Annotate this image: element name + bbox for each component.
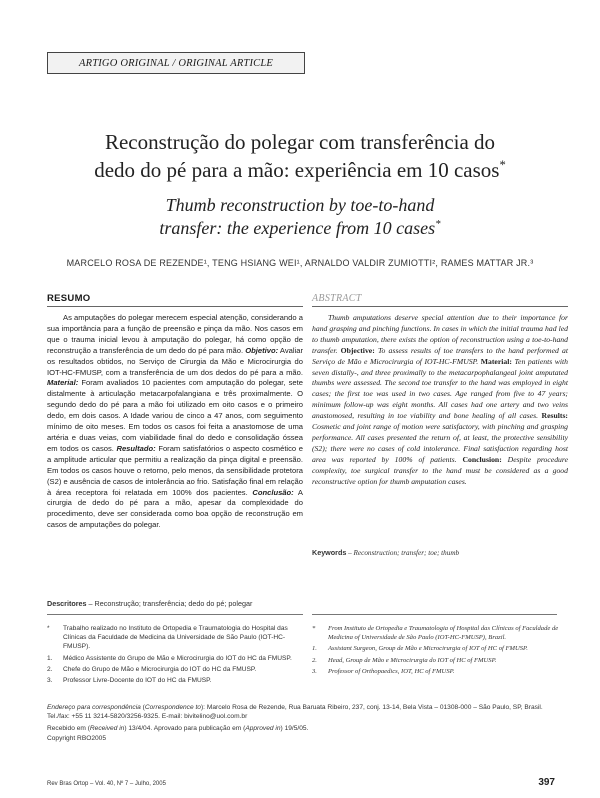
received-dates: Recebido em (Received in) 13/4/04. Aprovado para publicação em (Approved in) 19/5/05. — [47, 725, 309, 732]
author-list: MARCELO ROSA DE REZENDE¹, TENG HSIANG WEI¹, ARNALDO VALDIR ZUMIOTTI², RAMES MATTAR JR.³ — [66, 258, 534, 268]
title-en-line1: Thumb reconstruction by toe-to-hand — [165, 195, 435, 215]
title-english — [60, 194, 540, 240]
title-pt-line2: dedo do pé para a mão: experiência em 10 casos* — [94, 158, 506, 182]
title-portuguese — [60, 128, 540, 184]
journal-footer: Rev Bras Ortop – Vol. 40, Nº 7 – Julho, 2005 — [47, 781, 166, 787]
abstract-text: Thumb amputations deserve special attention due to their importance for hand grasping and pinching functions. In cases in which the initial trauma had led to thumb amputation, there exists the option of reconstruction using a toe-to-hand transfer. Objective: To assess results of toe transfers to the hand performed at Serviço de Mão e Microcirurgia of IOT-HC-FMUSP. Material: Ten patients with seven distally-, and three proximally to the metacarpophalangeal joint amputated thumbs were assessed. The second toe transfer to the hand was employed in eight cases; the first toe was used in two cases. Age ranged from five to 47 years; minimum follow-up was eight months. All cases had one artery and two veins anastomosed, resulting in toe viability and bone healing of all cases. Results: Cosmetic and joint range of motion were satisfactory, with pinching and grasping performance. All cases presented the return of, at least, the protective sensibility (S2); there were no cases of cold intolerance. Final satisfaction regarding host area was reported by 100% of patients. Conclusion: Despite procedure complexity, toe surgical transfer to the hand must be considered as a good reconstructive option for thumb amputation cases. — [312, 313, 569, 486]
correspondence: Endereço para correspondência (Correspondence to): Marcelo Rosa de Rezende, Rua Baruata Ribeiro, 237, conj. 13-14, Bela Vista – 01308-000 – São Paulo, SP, Brasil. Tel./fax: +55 11 3214-5820/3256-9325. E-mail: bivitelino@uol.com.br — [47, 704, 543, 721]
footnote-item: 2. Chefe do Grupo de Mão e Microcirurgia do IOT do HC da FMUSP. — [47, 665, 257, 673]
footnote-item: 1. Assistant Surgeon, Group de Mão e Microcirurgia of IOT of HC of FMUSP. — [312, 645, 528, 653]
footnotes-portuguese — [47, 624, 303, 687]
title-pt-line1: Reconstrução do polegar com transferência do — [104, 130, 496, 154]
resumo-column — [47, 293, 303, 531]
page-number: 397 — [538, 777, 555, 788]
footnote-item: 3. Professor of Orthopaedics, IOT, HC of FMUSP. — [312, 667, 455, 675]
footnote-item: 1. Médico Assistente do Grupo de Mão e Microcirurgia do IOT do HC da FMUSP. — [47, 654, 292, 662]
descritores: Descritores – Reconstrução; transferência; dedo do pé; polegar — [47, 599, 253, 608]
abstract-heading: ABSTRACT — [312, 293, 568, 307]
title-en-line2: transfer: the experience from 10 cases* — [159, 218, 441, 238]
resumo-text: As amputações do polegar merecem especial atenção, considerando a sua importância para a função de preensão e pinça da mão. Nos casos em que o trauma inicial levou à amputação do polegar, há como opção de reconstrução a transferência de um dedo do pé para mão. Objetivo: Avaliar os resultados obtidos, no Serviço de Cirurgia da Mão e Microcirurgia do IOT-HC-FMUSP, com a transferência de um dos dedos do pé para a mão. Material: Foram avaliados 10 pacientes com amputação do polegar, sete distalmente à articulação metacarpofalangiana e três proximalmente. O segundo dedo do pé para a mão foi utilizado em oito casos e o primeiro dedo, em dois casos. A Idade variou de cinco a 47 anos, com seguimento mínimo de oito meses. Em todos os casos foi feita a anastomose de uma artéria e duas veias, com viabilidade final do dedo e consolidação óssea em todos os casos. Resultado: Foram satisfatórios o aspecto cosmético e a amplitude articular que permitiu a realização da pinça digital e preensão. Em todos os casos houve o retorno, pelo menos, da sensibilidade protetora (S2) e ausência de casos de intolerância ao frio. Satisfação final em relação à área receptora foi relatada em 100% dos pacientes. Conclusão: A cirurgia de dedo do pé para a mão, apesar da complexidade do procedimento, deve ser considerada como boa opção de reconstrução em casos de amputações do polegar. — [47, 313, 303, 530]
footnotes-english — [312, 624, 568, 678]
keywords: Keywords – Reconstruction; transfer; toe; thumb — [312, 548, 460, 557]
copyright: Copyright RBO2005 — [47, 735, 107, 742]
footnote-item: 2. Head, Group de Mão e Microcirurgia do IOT of HC of FMUSP. — [312, 656, 497, 664]
section-tag: ARTIGO ORIGINAL / ORIGINAL ARTICLE — [47, 52, 305, 74]
footnote-item: * From Instituto de Ortopedia e Traumatologia of Hospital das Clínicas of Faculdade de Medicina of Universidade de São Paulo (IOT-HC-FMUSP), Brazil. — [312, 625, 559, 642]
notes-divider-left — [47, 614, 303, 615]
footnote-item: * Trabalho realizado no Instituto de Ortopedia e Traumatologia do Hospital das Clínicas da Faculdade de Medicina da Universidade de São Paulo (IOT-HC-FMUSP). — [47, 625, 288, 651]
notes-divider-right — [312, 614, 557, 615]
resumo-heading: RESUMO — [47, 293, 303, 307]
abstract-column — [312, 293, 568, 488]
footnote-item: 3. Professor Livre-Docente do IOT do HC da FMUSP. — [47, 677, 212, 685]
